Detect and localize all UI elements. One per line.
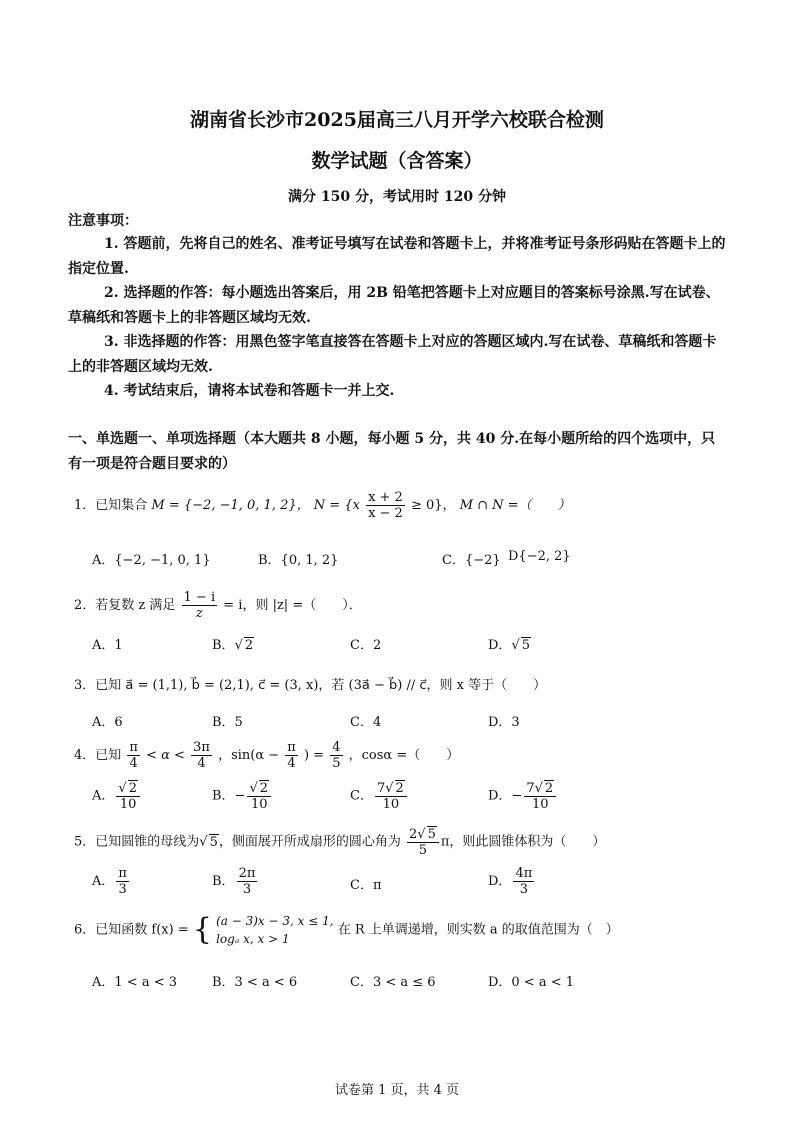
option-c: C．4	[350, 715, 382, 730]
numerator: 7√ 2	[375, 780, 407, 797]
fraction	[524, 780, 556, 812]
option-c: C．{−2}	[442, 553, 501, 568]
notes-heading: 注意事项：	[68, 213, 138, 229]
exam-info: 满分 150 分，考试用时 120 分钟	[288, 189, 506, 205]
question-4-prefix: 4．已知	[74, 748, 122, 763]
option-label: D．	[488, 874, 512, 889]
radicand: 2	[395, 781, 404, 796]
option-d: D．0 < a < 1	[488, 975, 575, 990]
question-4-tail: ，cosα =（ ）	[348, 748, 460, 763]
denominator: 3	[118, 882, 127, 897]
question-2-tail: = i，则 |z| =（ ）．	[223, 598, 362, 613]
numerator: 2π	[238, 866, 256, 881]
section-heading: 一、单选题一、单项选择题（本大题共 8 小题，每小题 5 分，共 40 分.在每小题所给的四个选项中，只有一项是符合题目要求的）	[68, 431, 716, 472]
denominator: x − 2	[368, 506, 403, 521]
denominator: 10	[250, 797, 268, 812]
option-d	[488, 866, 536, 897]
note-item: 1. 答题前，先将自己的姓名、准考证号填写在试卷和答题卡上，并将准考证号条形码贴在答题卡上的指定位置.	[68, 236, 726, 277]
denominator: 4	[287, 756, 296, 771]
numerator: 4π	[515, 866, 533, 881]
option-b: B．5	[212, 715, 243, 730]
question-5-mid: ，侧面展开所成扇形的圆心角为	[218, 834, 401, 850]
sign: −	[234, 788, 246, 804]
exam-subtitle: 数学试题（含答案）	[311, 150, 483, 172]
option-d	[488, 780, 558, 812]
numerator: x + 2	[368, 490, 403, 505]
option-c	[350, 780, 409, 812]
denominator: 5	[332, 756, 341, 771]
fraction	[237, 866, 258, 897]
question-1-tail: M ∩ N =（ ）	[459, 498, 571, 513]
fraction	[116, 866, 129, 897]
radicand: 2	[259, 781, 269, 796]
fraction	[247, 780, 271, 812]
set-m: M = {−2, −1, 0, 1, 2}，	[151, 498, 310, 513]
question-6	[74, 912, 619, 948]
numerator: 7√ 2	[524, 780, 556, 797]
option-label: B．	[212, 638, 235, 653]
option-value: π	[372, 878, 382, 893]
sign: −	[511, 788, 523, 804]
numerator: 2√ 5	[407, 826, 439, 843]
radicand: 5	[521, 638, 531, 653]
question-2	[74, 590, 362, 621]
question-3: 3．已知 a⃗ = (1,1), b⃗ = (2,1), c⃗ = (3, x)，若 (3a⃗ − b⃗) // c⃗，则 x 等于（ ）	[74, 678, 547, 693]
numerator: √ 2	[247, 780, 271, 797]
option-a	[92, 780, 142, 812]
fraction	[116, 780, 140, 812]
option-b: B．3 < a < 6	[212, 975, 298, 990]
option-label: D．	[488, 788, 512, 804]
numerator: π	[287, 740, 296, 755]
denominator: 4	[197, 756, 206, 771]
radicand: 5	[427, 827, 436, 842]
note-item: 2. 选择题的作答：每小题选出答案后，用 2B 铅笔把答题卡上对应题目的答案标号涂黑.写在试卷、草稿纸和答题卡上的非答题区域均无效.	[68, 285, 720, 326]
question-1	[74, 490, 571, 521]
option-label: B．	[212, 788, 235, 804]
option-d: D．3	[488, 715, 520, 730]
option-b	[212, 866, 259, 897]
question-4	[74, 740, 459, 771]
inequality: < α <	[146, 748, 185, 763]
option-label: A．	[92, 788, 115, 804]
note-item: 3. 非选择题的作答：用黑色签字笔直接答在答题卡上对应的答题区域内.写在试卷、草稿纸和答题卡上的非答题区域均无效.	[68, 334, 717, 375]
option-b	[212, 780, 273, 812]
option-b: B．{0, 1, 2}	[258, 553, 339, 568]
denominator: 10	[119, 797, 137, 812]
numerator: 4	[332, 740, 341, 755]
option-a: A．{−2, −1, 0, 1}	[92, 553, 211, 568]
page-footer: 试卷第 1 页，共 4 页	[334, 1083, 460, 1098]
denominator: 4	[129, 756, 138, 771]
option-d: D{−2, 2}	[508, 549, 571, 564]
question-1-prefix: 1．已知集合	[74, 498, 148, 513]
radicand: 2	[128, 781, 137, 796]
fraction	[513, 866, 534, 897]
fraction	[191, 740, 212, 771]
option-label: C．	[350, 878, 373, 893]
numerator: 1 − i	[183, 590, 216, 605]
option-c	[350, 874, 382, 893]
set-n-post: ≥ 0}，	[410, 498, 456, 513]
case-1: (a − 3)x − 3, x ≤ 1,	[216, 914, 334, 928]
note-item: 4. 考试结束后，请将本试卷和答题卡一并上交.	[104, 383, 395, 399]
denominator: 3	[242, 882, 252, 897]
sin-prefix: ，sin(α −	[218, 748, 280, 763]
option-a: A．1 < a < 3	[92, 975, 177, 990]
option-a	[92, 866, 131, 897]
option-a: A．6	[92, 715, 123, 730]
fraction	[127, 740, 140, 771]
option-b: B．√ 2	[212, 638, 254, 653]
question-6-prefix: 6．已知函数 f(x) =	[74, 922, 189, 938]
denominator: 10	[532, 797, 549, 812]
piecewise-cases	[216, 912, 333, 948]
denominator: 3	[519, 882, 528, 897]
denominator: z	[195, 606, 203, 621]
numerator: √ 2	[116, 780, 140, 797]
numerator: π	[118, 866, 127, 881]
radicand: 2	[544, 781, 554, 796]
option-label: B．	[212, 874, 235, 889]
numerator: π	[129, 740, 138, 755]
radicand: 5	[209, 834, 218, 850]
option-label: A．	[92, 874, 115, 889]
option-a: A．1	[92, 638, 123, 653]
fraction	[285, 740, 298, 771]
option-d: D．√ 5	[488, 638, 531, 653]
denominator: 5	[418, 843, 428, 858]
option-label: D．	[488, 638, 512, 653]
fraction	[407, 826, 439, 858]
denominator: 10	[382, 797, 400, 812]
question-5: 5．已知圆锥的母线为√ 5，侧面展开所成扇形的圆心角为 $\frac{2√ 5}{5}$ π，则此圆锥体积为（ ）	[74, 827, 606, 858]
option-c: C．3 < a ≤ 6	[350, 975, 436, 990]
case-2: logₐ x, x > 1	[216, 932, 290, 946]
question-6-tail: 在 R 上单调递增，则实数 a 的取值范围为（ ）	[337, 922, 619, 938]
fraction	[182, 590, 218, 621]
coefficient: 2	[409, 827, 418, 842]
question-5-tail: π，则此圆锥体积为（ ）	[440, 834, 606, 850]
exam-title: 湖南省长沙市2025届高三八月开学六校联合检测	[190, 109, 604, 131]
question-5-prefix: 5．已知圆锥的母线为	[74, 834, 200, 850]
sin-suffix: ) =	[303, 748, 325, 763]
set-n-pre: N = {x	[313, 498, 360, 513]
coefficient: 7	[376, 781, 386, 796]
option-c: C．2	[350, 638, 382, 653]
fraction	[366, 490, 405, 521]
brace: {	[192, 912, 212, 947]
coefficient: 7	[526, 781, 535, 796]
question-2-prefix: 2．若复数 z 满足	[74, 598, 176, 613]
numerator: 3π	[193, 740, 210, 755]
option-label: C．	[350, 788, 373, 804]
radicand: 2	[244, 638, 254, 653]
fraction	[330, 740, 342, 771]
fraction	[375, 780, 407, 812]
